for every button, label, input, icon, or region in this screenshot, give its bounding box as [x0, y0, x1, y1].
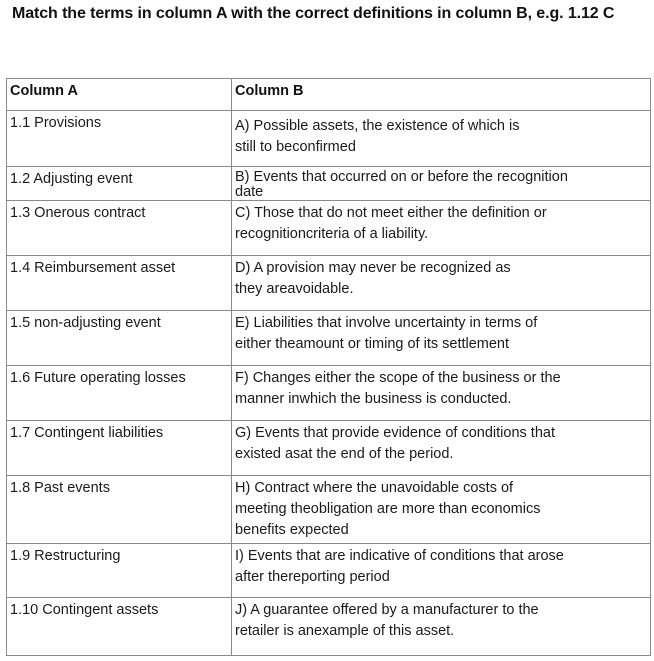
question-instruction: Match the terms in column A with the correct definitions in column B, e.g. 1.12 C — [12, 5, 615, 22]
definition-cell — [232, 167, 651, 201]
term-cell: 1.1 Provisions — [7, 111, 232, 167]
table-row — [7, 311, 651, 366]
definition-line: after thereporting period — [235, 569, 390, 585]
term-cell: 1.8 Past events — [7, 476, 232, 544]
term-cell: 1.10 Contingent assets — [7, 598, 232, 656]
definition-cell — [232, 421, 651, 476]
definition-line: meeting theobligation are more than economics — [235, 501, 541, 517]
table-row — [7, 167, 651, 201]
table-row — [7, 544, 651, 598]
definition-cell — [232, 544, 651, 598]
column-b-header: Column B — [232, 79, 651, 111]
definition-line: benefits expected — [235, 522, 349, 538]
definition-line: H) Contract where the unavoidable costs of — [235, 480, 514, 496]
definition-line: G) Events that provide evidence of conditions that — [235, 425, 555, 441]
table-row — [7, 256, 651, 311]
term-cell: 1.7 Contingent liabilities — [7, 421, 232, 476]
definition-cell — [232, 366, 651, 421]
term-cell: 1.3 Onerous contract — [7, 201, 232, 256]
definition-line: retailer is anexample of this asset. — [235, 623, 455, 639]
term-cell: 1.6 Future operating losses — [7, 366, 232, 421]
table-row — [7, 201, 651, 256]
definition-line: D) A provision may never be recognized as — [235, 260, 511, 276]
definition-cell — [232, 201, 651, 256]
definition-cell — [232, 111, 651, 167]
table-row — [7, 366, 651, 421]
definition-line: C) Those that do not meet either the definition or — [235, 205, 547, 221]
definition-line: B) Events that occurred on or before the recognition — [235, 169, 568, 185]
term-cell: 1.9 Restructuring — [7, 544, 232, 598]
table-header-row — [7, 79, 651, 111]
column-a-header: Column A — [7, 79, 232, 111]
table-row — [7, 598, 651, 656]
definition-line: J) A guarantee offered by a manufacturer to the — [235, 602, 539, 618]
definition-cell — [232, 311, 651, 366]
definition-line: I) Events that are indicative of conditions that arose — [235, 548, 564, 564]
term-cell: 1.2 Adjusting event — [7, 167, 232, 201]
definition-line: manner inwhich the business is conducted. — [235, 391, 512, 407]
definition-line: still to beconfirmed — [235, 139, 356, 155]
definition-line: recognitioncriteria of a liability. — [235, 226, 429, 242]
definition-line: either theamount or timing of its settlement — [235, 336, 510, 352]
term-cell: 1.5 non-adjusting event — [7, 311, 232, 366]
term-cell: 1.4 Reimbursement asset — [7, 256, 232, 311]
table-row — [7, 476, 651, 544]
definition-line: they areavoidable. — [235, 281, 354, 297]
matching-table — [6, 78, 651, 656]
definition-cell — [232, 256, 651, 311]
definition-line: E) Liabilities that involve uncertainty in terms of — [235, 315, 538, 331]
definition-line: A) Possible assets, the existence of which is — [235, 118, 520, 134]
definition-cell — [232, 598, 651, 656]
definition-line: F) Changes either the scope of the business or the — [235, 370, 561, 386]
table-row — [7, 111, 651, 167]
definition-cell — [232, 476, 651, 544]
table-row — [7, 421, 651, 476]
definition-line: existed asat the end of the period. — [235, 446, 454, 462]
definition-line: date — [235, 184, 264, 200]
